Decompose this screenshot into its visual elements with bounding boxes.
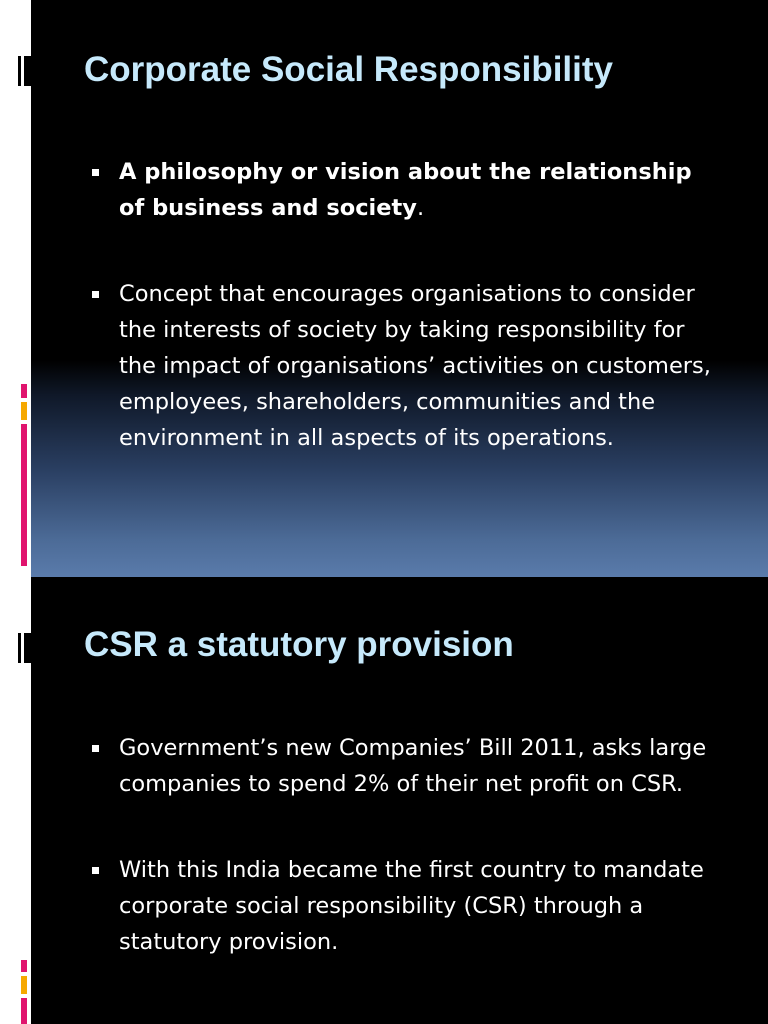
bullet-square-icon xyxy=(92,745,99,752)
bullet-list xyxy=(92,154,724,456)
slide-title: Corporate Social Responsibility xyxy=(84,50,613,89)
accent-bar-pink-top xyxy=(21,960,27,972)
accent-bar-pink-top xyxy=(21,384,27,398)
bullet-square-icon xyxy=(92,291,99,298)
bullet-item xyxy=(92,852,724,960)
bullet-text: . xyxy=(416,195,425,221)
bullet-item xyxy=(92,730,724,802)
title-marker-icon xyxy=(18,56,31,86)
bullet-text: Concept that encourages organisations to consider the interests of society by taking responsibility for the impact of organisations’ activities on customers, employees, shareholders, communities and the environment in all aspects of its operations. xyxy=(119,281,711,451)
accent-bar-pink xyxy=(21,424,27,566)
bullet-text: With this India became the first country to mandate corporate social responsibility (CSR) through a statutory provision. xyxy=(119,857,704,955)
accent-bar-orange xyxy=(21,402,27,420)
bullet-square-icon xyxy=(92,169,99,176)
bullet-strong-text: A philosophy or vision about the relationship of business and society xyxy=(119,159,692,221)
bullet-list xyxy=(92,730,724,960)
accent-bar-orange xyxy=(21,976,27,994)
title-marker-icon xyxy=(18,633,31,663)
slide-2 xyxy=(0,577,768,1024)
bullet-item xyxy=(92,154,724,226)
slide-title: CSR a statutory provision xyxy=(84,625,514,664)
bullet-text: Government’s new Companies’ Bill 2011, asks large companies to spend 2% of their net profit on CSR. xyxy=(119,735,707,797)
bullet-square-icon xyxy=(92,867,99,874)
bullet-item xyxy=(92,276,724,456)
accent-bar-pink xyxy=(21,998,27,1024)
